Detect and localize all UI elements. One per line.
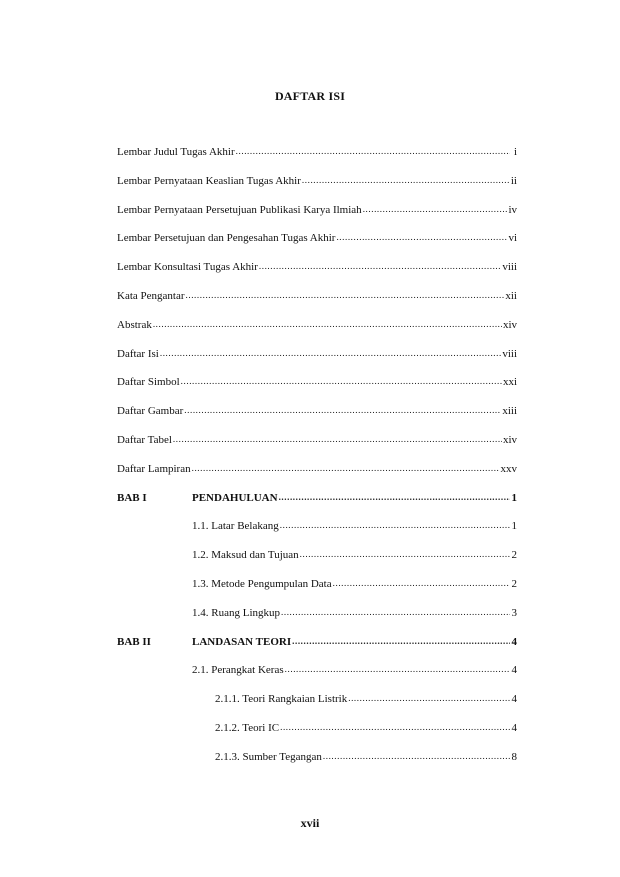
toc-page-number: vi	[508, 232, 517, 245]
dot-leader	[333, 577, 510, 589]
toc-page-number: viii	[502, 261, 517, 274]
toc-page-number: xiii	[502, 405, 517, 418]
toc-entry-title: Lembar Pernyataan Persetujuan Publikasi Karya Ilmiah	[117, 203, 362, 216]
toc-entry-title: 2.1. Perangkat Keras	[192, 664, 284, 677]
toc-entry-row	[117, 204, 517, 233]
dot-leader	[153, 318, 502, 330]
dot-leader	[160, 347, 501, 359]
dot-leader	[259, 260, 501, 272]
dot-leader	[292, 635, 510, 647]
toc-entry-row	[117, 348, 517, 377]
toc-entry-title: Daftar Simbol	[117, 376, 180, 389]
toc-entry-title: Lembar Konsultasi Tugas Akhir	[117, 261, 258, 274]
dot-leader	[173, 433, 502, 445]
toc-entry-title: Abstrak	[117, 318, 152, 331]
toc-page-number: 4	[511, 664, 517, 677]
toc-page-number: ii	[510, 174, 517, 187]
toc-entry-row	[117, 578, 517, 607]
toc-entry-row	[117, 175, 517, 204]
toc-entry-row	[117, 693, 517, 722]
toc-page-number: 2	[511, 577, 517, 590]
toc-entry-row	[117, 607, 517, 636]
toc-page-number: 3	[511, 606, 517, 619]
dot-leader	[236, 145, 510, 157]
toc-entry-title: 1.3. Metode Pengumpulan Data	[192, 577, 332, 590]
toc-entry-title: Daftar Tabel	[117, 433, 172, 446]
toc-page-number: xiv	[502, 433, 517, 446]
toc-page-number: 8	[511, 750, 517, 763]
toc-entry-title: 1.1. Latar Belakang	[192, 520, 279, 533]
toc-entry-row	[117, 664, 517, 693]
toc-entry-title: LANDASAN TEORI	[192, 635, 292, 648]
toc-entry-row	[117, 232, 517, 261]
toc-entry-title: Daftar Lampiran	[117, 462, 191, 475]
toc-page-number: xiv	[502, 318, 517, 331]
toc-entry-title: 1.4. Ruang Lingkup	[192, 606, 280, 619]
toc-chapter-row	[117, 492, 517, 521]
toc-entry-row	[117, 549, 517, 578]
toc-entry-row	[117, 520, 517, 549]
dot-leader	[336, 231, 507, 243]
dot-leader	[281, 606, 510, 618]
toc-page-number: xxv	[500, 462, 517, 475]
toc-page-number: 4	[511, 635, 517, 648]
footer-page-number: xvii	[300, 816, 320, 830]
toc-entry-title: Daftar Isi	[117, 347, 159, 360]
page-title: DAFTAR ISI	[274, 89, 346, 103]
dot-leader	[280, 721, 510, 733]
dot-leader	[348, 692, 510, 704]
toc-entry-title: PENDAHULUAN	[192, 491, 278, 504]
dot-leader	[279, 491, 510, 503]
toc-entry-row	[117, 434, 517, 463]
dot-leader	[192, 462, 500, 474]
toc-page-number: i	[513, 146, 517, 158]
toc-entry-row	[117, 722, 517, 751]
dot-leader	[363, 203, 508, 215]
toc-entry-title: 2.1.3. Sumber Tegangan	[215, 750, 322, 763]
toc-entry-row	[117, 261, 517, 290]
toc-entry-row	[117, 146, 517, 175]
dot-leader	[285, 663, 510, 675]
toc-entry-row	[117, 463, 517, 492]
toc-entry-row	[117, 376, 517, 405]
dot-leader	[323, 750, 510, 762]
dot-leader	[184, 404, 501, 416]
toc-page-number: 1	[511, 520, 517, 533]
toc-entry-row	[117, 319, 517, 348]
dot-leader	[186, 289, 505, 301]
toc-chapter-row	[117, 636, 517, 665]
dot-leader	[181, 375, 502, 387]
toc-page-number: 4	[511, 721, 517, 734]
toc-entry-title: 2.1.1. Teori Rangkaian Listrik	[215, 693, 348, 706]
chapter-number: BAB I	[117, 491, 147, 504]
toc-page-number: xxi	[502, 376, 517, 389]
toc-entry-title: Lembar Persetujuan dan Pengesahan Tugas Akhir	[117, 232, 336, 245]
toc-entry-row	[117, 290, 517, 319]
toc-entry-title: 1.2. Maksud dan Tujuan	[192, 549, 299, 562]
toc-entry-title: Lembar Judul Tugas Akhir	[117, 146, 235, 158]
dot-leader	[302, 174, 510, 186]
chapter-number: BAB II	[117, 635, 151, 648]
toc-page-number: viii	[502, 347, 517, 360]
toc-entry-row	[117, 405, 517, 434]
toc-page-number: 1	[511, 491, 517, 504]
toc-entry-title: Lembar Pernyataan Keaslian Tugas Akhir	[117, 174, 301, 187]
toc-page-number: xii	[505, 289, 517, 302]
toc-entry-title: Kata Pengantar	[117, 289, 185, 302]
toc-entry-title: Daftar Gambar	[117, 405, 184, 418]
toc-page-number: iv	[508, 203, 517, 216]
dot-leader	[280, 519, 510, 531]
toc-entry-title: 2.1.2. Teori IC	[215, 721, 280, 734]
dot-leader	[300, 548, 510, 560]
toc-page-number: 4	[511, 693, 517, 706]
toc-entry-row	[117, 751, 517, 780]
table-of-contents	[117, 146, 517, 780]
toc-page-number: 2	[511, 549, 517, 562]
